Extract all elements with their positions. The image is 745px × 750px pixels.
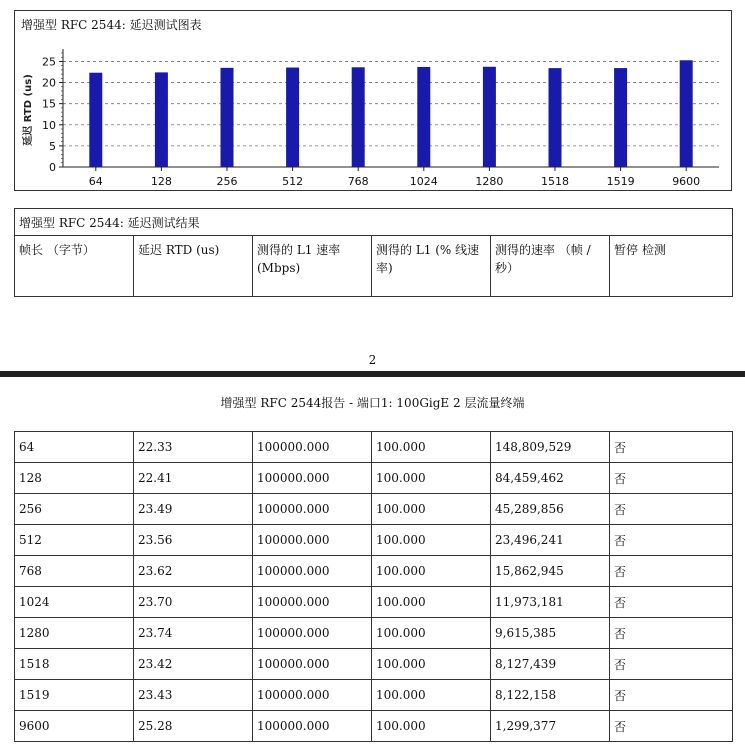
page-divider [0, 371, 745, 377]
table-cell: 768 [15, 556, 134, 587]
table-row [15, 680, 733, 711]
y-tick-label: 25 [42, 55, 56, 69]
table-cell: 148,809,529 [491, 432, 610, 463]
table-cell: 100.000 [372, 432, 491, 463]
table-cell: 11,973,181 [491, 587, 610, 618]
table-cell: 45,289,856 [491, 494, 610, 525]
x-tick-label: 128 [150, 175, 172, 188]
x-tick-label: 9600 [672, 175, 701, 188]
table-cell: 100000.000 [253, 463, 372, 494]
table-cell: 23.42 [134, 649, 253, 680]
table-cell: 100000.000 [253, 525, 372, 556]
column-header-frame-rate: 测得的速率 （帧 / 秒） [491, 236, 610, 297]
table-cell: 15,862,945 [491, 556, 610, 587]
table-cell: 256 [15, 494, 134, 525]
table-cell: 100.000 [372, 680, 491, 711]
latency-chart-panel [14, 10, 732, 191]
table-cell: 23.70 [134, 587, 253, 618]
result-table-title: 增强型 RFC 2544: 延迟测试结果 [15, 209, 733, 236]
latency-result-table-header [14, 208, 733, 297]
table-cell: 100.000 [372, 618, 491, 649]
table-cell: 1280 [15, 618, 134, 649]
bar-256 [221, 68, 234, 167]
bar-1518 [549, 68, 562, 167]
table-cell: 100.000 [372, 463, 491, 494]
x-tick-label: 768 [347, 175, 369, 188]
table-cell: 100000.000 [253, 556, 372, 587]
table-cell: 否 [610, 432, 733, 463]
x-tick-label: 256 [216, 175, 238, 188]
table-cell: 100000.000 [253, 618, 372, 649]
x-tick-label: 512 [282, 175, 304, 188]
table-cell: 否 [610, 711, 733, 742]
table-cell: 23.62 [134, 556, 253, 587]
table-cell: 否 [610, 680, 733, 711]
table-row [15, 463, 733, 494]
y-axis-label: 延迟 RTD (us) [23, 74, 34, 146]
x-tick-label: 1518 [541, 175, 569, 188]
table-cell: 100.000 [372, 587, 491, 618]
bar-1024 [417, 67, 430, 167]
table-cell: 100000.000 [253, 494, 372, 525]
table-cell: 100000.000 [253, 711, 372, 742]
table-cell: 否 [610, 618, 733, 649]
page-number: 2 [368, 353, 377, 367]
table-cell: 512 [15, 525, 134, 556]
latency-data-table [14, 431, 733, 742]
x-tick-label: 1519 [606, 175, 635, 188]
y-tick-label: 15 [42, 97, 56, 111]
table-cell: 23.56 [134, 525, 253, 556]
table-cell: 否 [610, 556, 733, 587]
y-tick-label: 10 [42, 118, 56, 132]
table-cell: 128 [15, 463, 134, 494]
table-cell: 23.49 [134, 494, 253, 525]
table-row [15, 494, 733, 525]
table-cell: 否 [610, 587, 733, 618]
table-cell: 23,496,241 [491, 525, 610, 556]
y-tick-label: 20 [42, 76, 56, 90]
table-cell: 100.000 [372, 649, 491, 680]
table-cell: 84,459,462 [491, 463, 610, 494]
table-cell: 100000.000 [253, 587, 372, 618]
table-cell: 否 [610, 525, 733, 556]
column-header-l1-percent: 测得的 L1 (% 线速率) [372, 236, 491, 297]
table-cell: 100.000 [372, 556, 491, 587]
bar-9600 [680, 60, 693, 167]
table-cell: 1024 [15, 587, 134, 618]
table-cell: 100.000 [372, 525, 491, 556]
table-cell: 25.28 [134, 711, 253, 742]
y-tick-label: 5 [49, 139, 56, 153]
table-cell: 100000.000 [253, 432, 372, 463]
table-cell: 1519 [15, 680, 134, 711]
table-row [15, 649, 733, 680]
table-row [15, 618, 733, 649]
table-row [15, 556, 733, 587]
table-cell: 22.33 [134, 432, 253, 463]
table-cell: 否 [610, 649, 733, 680]
x-tick-label: 64 [88, 175, 103, 188]
table-row [15, 432, 733, 463]
column-header-frame-length: 帧长 （字节） [15, 236, 134, 297]
x-tick-label: 1024 [409, 175, 438, 188]
table-cell: 64 [15, 432, 134, 463]
table-cell: 100000.000 [253, 680, 372, 711]
table-cell: 1518 [15, 649, 134, 680]
table-cell: 9,615,385 [491, 618, 610, 649]
table-row [15, 525, 733, 556]
y-tick-label: 0 [49, 161, 56, 174]
x-tick-label: 1280 [475, 175, 504, 188]
table-cell: 100000.000 [253, 649, 372, 680]
table-cell: 否 [610, 463, 733, 494]
table-row [15, 587, 733, 618]
bar-768 [352, 67, 365, 167]
column-header-l1-rate: 测得的 L1 速率 (Mbps) [253, 236, 372, 297]
bar-128 [155, 72, 168, 167]
table-row [15, 711, 733, 742]
chart-panel-title: 增强型 RFC 2544: 延迟测试图表 [21, 18, 202, 32]
column-header-pause-detect: 暂停 检测 [610, 236, 733, 297]
bar-64 [89, 73, 102, 167]
bar-1280 [483, 67, 496, 167]
latency-bar-chart [15, 41, 731, 191]
table-cell: 8,127,439 [491, 649, 610, 680]
table-cell: 22.41 [134, 463, 253, 494]
report-header: 增强型 RFC 2544报告 - 端口1: 100GigE 2 层流量终端 [220, 396, 525, 410]
table-cell: 否 [610, 494, 733, 525]
table-cell: 8,122,158 [491, 680, 610, 711]
table-cell: 23.43 [134, 680, 253, 711]
table-cell: 1,299,377 [491, 711, 610, 742]
bar-1519 [614, 68, 627, 167]
table-cell: 23.74 [134, 618, 253, 649]
table-cell: 100.000 [372, 494, 491, 525]
column-header-latency: 延迟 RTD (us) [134, 236, 253, 297]
table-cell: 9600 [15, 711, 134, 742]
table-cell: 100.000 [372, 711, 491, 742]
bar-512 [286, 68, 299, 167]
